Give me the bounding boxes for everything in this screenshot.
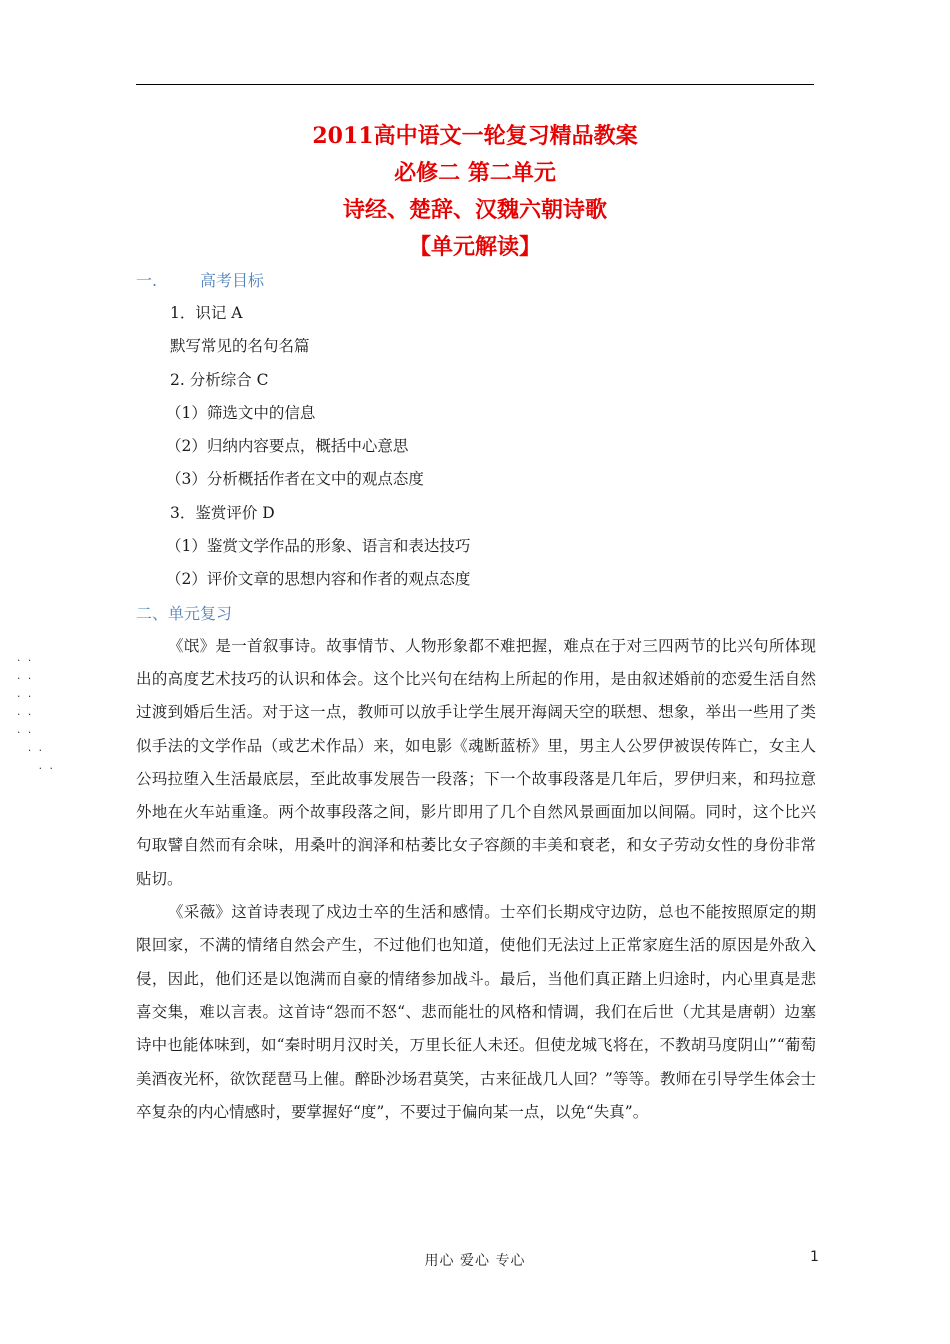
margin-mark: . .	[16, 762, 54, 772]
margin-mark: . .	[16, 726, 33, 736]
margin-mark: . .	[16, 690, 33, 700]
margin-mark: . .	[16, 672, 33, 682]
section-heading-exam-goals	[136, 264, 816, 297]
list-item: 3．鉴赏评价 D	[170, 503, 275, 522]
list-item: （2）评价文章的思想内容和作者的观点态度	[166, 570, 471, 589]
list-item: （3）分析概括作者在文中的观点态度	[166, 470, 424, 489]
list-item: （1）筛选文中的信息	[166, 403, 316, 422]
list-item: （2）归纳内容要点，概括中心意思	[166, 437, 409, 456]
document-title: 2011高中语文一轮复习精品教案	[312, 123, 638, 149]
margin-mark: . .	[16, 708, 33, 718]
paragraph-caiwei: 《采薇》这首诗表现了戍边士卒的生活和感情。士卒们长期戍守边防，总也不能按照原定的期限回家，不满的情绪自然会产生，不过他们也知道，使他们无法过上正常家庭生活的原因是外敌入侵，因此，他们还是以饱满而自豪的情绪参加战斗。最后，当他们真正踏上归途时，内心里真是悲喜交集，难以言表。这首诗“怨而不怒“、悲而能壮的风格和情调，我们在后世（尤其是唐朝）边塞诗中也能体味到，如“秦时明月汉时关，万里长征人未还。但使龙城飞将在，不教胡马度阴山”“葡萄美酒夜光杯，欲饮琵琶马上催。醉卧沙场君莫笑，古来征战几人回？”等等。教师在引导学生体会士卒复杂的内心情感时，要掌握好“度”，不要过于偏向某一点，以免“失真”。	[136, 903, 816, 1121]
section-title: 高考目标	[200, 271, 265, 290]
margin-mark: . .	[16, 654, 33, 664]
page-number: 1	[810, 1249, 819, 1265]
footer-motto: 用心 爱心 专心	[424, 1253, 526, 1269]
unit-interpretation-heading: 【单元解读】	[408, 234, 541, 260]
title-block	[136, 118, 814, 266]
unit-topic: 诗经、楚辞、汉魏六朝诗歌	[342, 197, 607, 223]
list-item: 1．识记 A	[170, 304, 243, 322]
unit-subtitle: 必修二 第二单元	[394, 160, 556, 186]
list-item: 默写常见的名句名篇	[170, 337, 310, 356]
list-item: （1）鉴赏文学作品的形象、语言和表达技巧	[166, 537, 471, 556]
section-heading-unit-review: 二、单元复习	[136, 603, 233, 623]
paragraph-mang: 《氓》是一首叙事诗。故事情节、人物形象都不难把握，难点在于对三四两节的比兴句所体现出的高度艺术技巧的认识和体会。这个比兴句在结构上所起的作用，是由叙述婚前的恋爱生活自然过渡到婚后生活。对于这一点，教师可以放手让学生展开海阔天空的联想、想象，举出一些用了类似手法的文学作品（或艺术作品）来，如电影《魂断蓝桥》里，男主人公罗伊被误传阵亡，女主人公玛拉堕入生活最底层，至此故事发展告一段落；下一个故事段落是几年后，罗伊归来，和玛拉意外地在火车站重逢。两个故事段落之间，影片即用了几个自然风景画面加以间隔。同时，这个比兴句取譬自然而有余味，用桑叶的润泽和枯萎比女子容颜的丰美和衰老，和女子劳动女性的身份非常贴切。	[136, 636, 816, 888]
margin-marks	[16, 650, 54, 776]
list-item: 2. 分析综合 C	[170, 370, 269, 389]
margin-mark: . .	[16, 744, 44, 754]
document-body	[136, 264, 816, 1129]
section-number: 一.	[136, 271, 158, 290]
header-rule	[136, 84, 814, 85]
